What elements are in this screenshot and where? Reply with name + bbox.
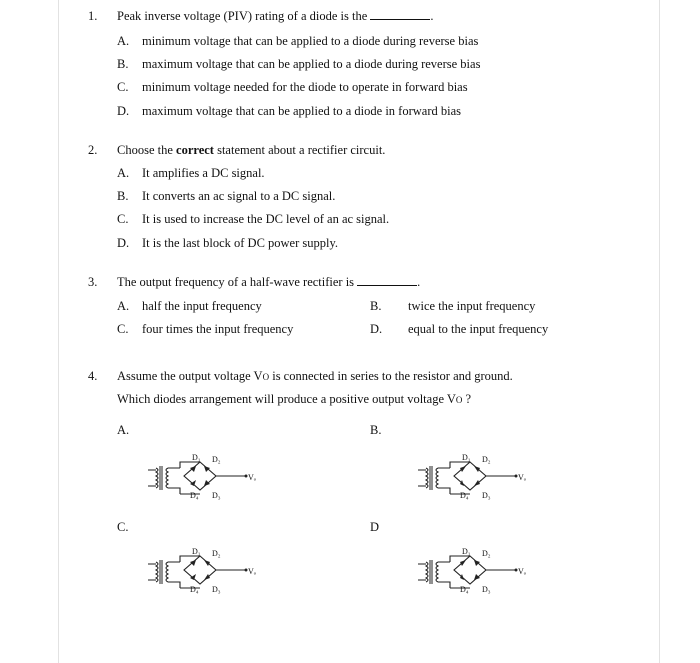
- transformer: [418, 560, 438, 584]
- diode-d3: [474, 480, 480, 486]
- q3-stem-text: The output frequency of a half-wave rectifier is: [117, 275, 355, 289]
- page-margin-left: [58, 0, 59, 663]
- q1-number: 1.: [88, 9, 98, 23]
- q4-line1-pre: Assume the output voltage V: [117, 369, 263, 383]
- q4-line1-post: is connected in series to the resistor and ground.: [272, 369, 513, 383]
- q2-option-c-letter: C.: [117, 212, 129, 226]
- q2-option-d: [117, 236, 338, 251]
- transformer: [418, 466, 438, 490]
- q3-option-c: [117, 322, 293, 337]
- q2-option-b-text: It converts an ac signal to a DC signal.: [142, 189, 336, 203]
- diode-d1: [190, 466, 196, 472]
- transformer: [148, 560, 168, 584]
- q4-line1-sub: O: [262, 372, 270, 382]
- q4-line2-pre: Which diodes arrangement will produce a positive output voltage V: [117, 392, 456, 406]
- diode-d3: [474, 574, 480, 580]
- q4-stem-line2: [117, 392, 471, 408]
- bridge-rectifier: [168, 462, 246, 494]
- q4-option-c-letter: C.: [117, 520, 129, 534]
- q1-option-d: [117, 104, 461, 119]
- label-d1: D₁: [192, 547, 201, 556]
- q4-option-b-letter: B.: [370, 423, 382, 437]
- label-vo: Vₒ: [518, 473, 527, 482]
- diode-d3: [204, 574, 210, 580]
- q1-option-a: [117, 34, 478, 49]
- q2-option-c-text: It is used to increase the DC level of an ac signal.: [142, 212, 390, 226]
- q1-option-c-text: minimum voltage needed for the diode to operate in forward bias: [142, 80, 468, 94]
- q1-stem-text: Peak inverse voltage (PIV) rating of a diode is the: [117, 9, 368, 23]
- label-vo: Vₒ: [248, 567, 257, 576]
- q1-blank: [370, 9, 430, 20]
- label-d3: D₃: [482, 585, 491, 594]
- label-d4: D₄: [460, 585, 469, 594]
- q4-option-d-letter: D: [370, 520, 380, 534]
- q4-option-a-letter: A.: [117, 423, 130, 437]
- q3-number: 3.: [88, 275, 98, 289]
- q2-option-d-text: It is the last block of DC power supply.: [142, 236, 339, 250]
- q2-stem-post: statement about a rectifier circuit.: [217, 143, 386, 157]
- label-vo: Vₒ: [518, 567, 527, 576]
- transformer: [148, 466, 168, 490]
- bridge-rectifier: [438, 462, 516, 494]
- q3-option-d-letter: D.: [370, 322, 383, 336]
- q4-line2-post: ?: [465, 392, 472, 406]
- q1-option-b-letter: B.: [117, 57, 129, 71]
- q1-option-b-text: maximum voltage that can be applied to a diode during reverse bias: [142, 57, 481, 71]
- page-margin-right: [659, 0, 660, 663]
- q2-option-a-text: It amplifies a DC signal.: [142, 166, 265, 180]
- q2-option-b: [117, 189, 335, 204]
- q3-option-a-text: half the input frequency: [142, 299, 262, 313]
- q2-stem: [117, 143, 385, 158]
- q1-option-b: [117, 57, 480, 72]
- label-d4: D₄: [460, 491, 469, 500]
- q3-option-b-letter: B.: [370, 299, 382, 313]
- q3-option-a-letter: A.: [117, 299, 130, 313]
- q3-option-b-text: twice the input frequency: [408, 299, 536, 313]
- label-vo: Vₒ: [248, 473, 257, 482]
- circuit-c: [140, 542, 270, 602]
- circuit-a: [140, 448, 270, 508]
- diode-d2: [474, 466, 480, 472]
- label-d4: D₄: [190, 491, 199, 500]
- q4-number: 4.: [88, 369, 98, 383]
- label-d1: D₁: [462, 547, 471, 556]
- label-d3: D₃: [482, 491, 491, 500]
- q1-option-d-text: maximum voltage that can be applied to a diode in forward bias: [142, 104, 462, 118]
- diode-d2: [204, 466, 210, 472]
- q4-line2-sub: O: [455, 395, 463, 405]
- q1-option-d-letter: D.: [117, 104, 130, 118]
- q1-option-c: [117, 80, 468, 95]
- label-d4: D₄: [190, 585, 199, 594]
- diode-d1: [460, 466, 466, 472]
- q2-option-d-letter: D.: [117, 236, 130, 250]
- diode-d1: [190, 560, 196, 566]
- q3-stem: [117, 275, 420, 290]
- label-d2: D₂: [482, 455, 491, 464]
- q2-option-a-letter: A.: [117, 166, 130, 180]
- q2-option-a: [117, 166, 265, 181]
- q2-option-b-letter: B.: [117, 189, 129, 203]
- diode-d2: [474, 560, 480, 566]
- label-d1: D₁: [462, 453, 471, 462]
- q1-option-a-text: minimum voltage that can be applied to a diode during reverse bias: [142, 34, 479, 48]
- q1-stem: [117, 9, 434, 24]
- q3-option-d: [370, 322, 548, 337]
- q3-option-a: [117, 299, 262, 314]
- q1-stem-end: .: [430, 9, 434, 23]
- label-d1: D₁: [192, 453, 201, 462]
- label-d3: D₃: [212, 491, 221, 500]
- q2-option-c: [117, 212, 389, 227]
- label-d2: D₂: [482, 549, 491, 558]
- diode-d4: [460, 574, 464, 580]
- q1-option-c-letter: C.: [117, 80, 129, 94]
- circuit-b: [410, 448, 540, 508]
- bridge-rectifier: [168, 556, 246, 588]
- q3-option-d-text: equal to the input frequency: [408, 322, 549, 336]
- label-d2: D₂: [212, 455, 221, 464]
- diode-d4: [460, 480, 464, 486]
- q3-option-c-text: four times the input frequency: [142, 322, 294, 336]
- label-d2: D₂: [212, 549, 221, 558]
- q3-option-b: [370, 299, 535, 314]
- circuit-d: [410, 542, 540, 602]
- q2-stem-bold: correct: [176, 143, 214, 157]
- bridge-rectifier: [438, 556, 516, 588]
- q1-option-a-letter: A.: [117, 34, 130, 48]
- q3-option-c-letter: C.: [117, 322, 129, 336]
- q3-blank: [357, 275, 417, 286]
- q4-stem-line1: [117, 369, 513, 385]
- label-d3: D₃: [212, 585, 221, 594]
- diode-d2: [204, 560, 210, 566]
- q2-number: 2.: [88, 143, 98, 157]
- q2-stem-pre: Choose the: [117, 143, 173, 157]
- diode-d1: [460, 560, 466, 566]
- q3-stem-end: .: [417, 275, 421, 289]
- diode-d3: [204, 480, 210, 486]
